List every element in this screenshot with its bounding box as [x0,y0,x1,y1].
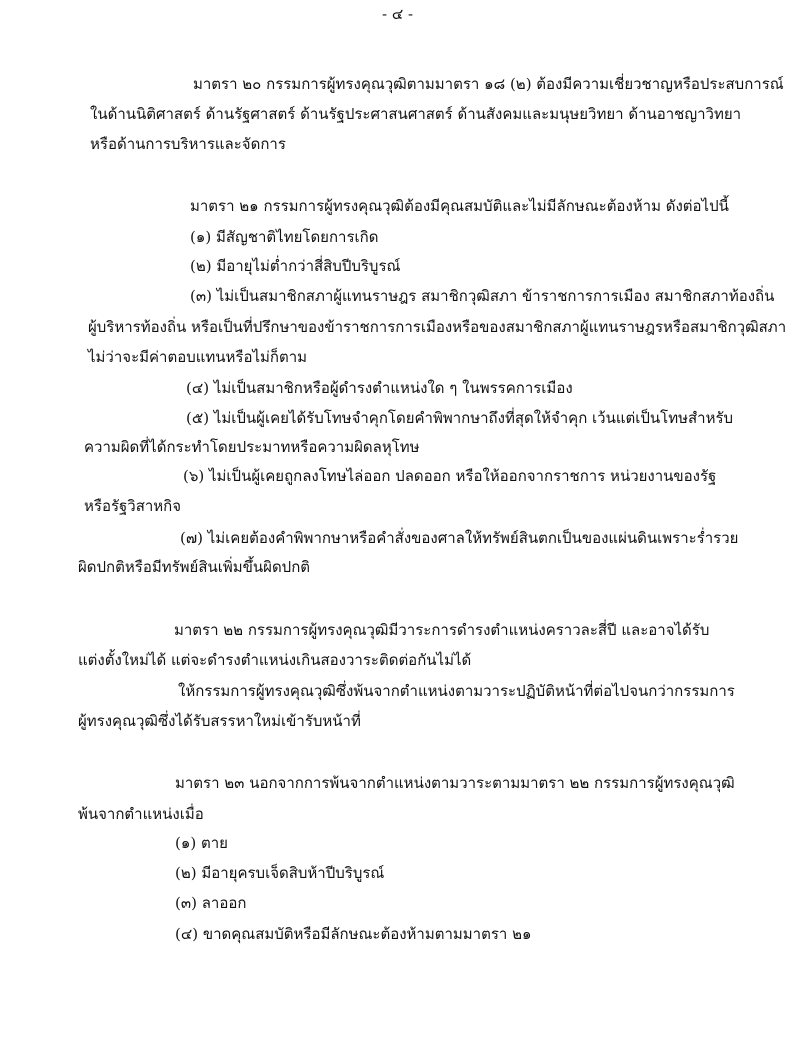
section-23-item-2: (๒) มีอายุครบเจ็ดสิบห้าปีบริบูรณ์ [175,864,385,882]
section-21-item-3-line-3: ไม่ว่าจะมีค่าตอบแทนหรือไม่ก็ตาม [88,348,308,366]
section-21-item-5-line-1: (๕) ไม่เป็นผู้เคยได้รับโทษจำคุกโดยคำพิพากษาถึงที่สุดให้จำคุก เว้นแต่เป็นโทษสำหรับ [186,409,734,427]
section-23-line-1: มาตรา ๒๓ นอกจากการพ้นจากตำแหน่งตามวาระตามมาตรา ๒๒ กรรมการผู้ทรงคุณวุฒิ [175,774,735,792]
section-23-item-3: (๓) ลาออก [175,894,247,912]
section-23-item-1: (๑) ตาย [175,834,228,852]
section-22-line-3: ให้กรรมการผู้ทรงคุณวุฒิซึ่งพ้นจากตำแหน่งตามวาระปฏิบัติหน้าที่ต่อไปจนกว่ากรรมการ [178,682,735,700]
section-21-intro: มาตรา ๒๑ กรรมการผู้ทรงคุณวุฒิต้องมีคุณสมบัติและไม่มีลักษณะต้องห้าม ดังต่อไปนี้ [190,197,729,215]
section-23-line-2: พ้นจากตำแหน่งเมื่อ [78,805,204,823]
section-21-item-7-line-1: (๗) ไม่เคยต้องคำพิพากษาหรือคำสั่งของศาลให้ทรัพย์สินตกเป็นของแผ่นดินเพราะร่ำรวย [180,529,739,547]
section-23-item-4: (๔) ขาดคุณสมบัติหรือมีลักษณะต้องห้ามตามมาตรา ๒๑ [175,925,532,943]
section-20-line-3: หรือด้านการบริหารและจัดการ [90,135,286,153]
section-21-item-3-line-2: ผู้บริหารท้องถิ่น หรือเป็นที่ปรึกษาของข้าราชการการเมืองหรือของสมาชิกสภาผู้แทนราษฎรหรือสมาชิกวุฒิสภา [88,318,787,336]
section-21-item-2: (๒) มีอายุไม่ต่ำกว่าสี่สิบปีบริบูรณ์ [190,257,401,275]
section-21-item-6-line-2: หรือรัฐวิสาหกิจ [84,497,182,515]
section-21-item-3-line-1: (๓) ไม่เป็นสมาชิกสภาผู้แทนราษฎร สมาชิกวุฒิสภา ข้าราชการการเมือง สมาชิกสภาท้องถิ่น [190,287,775,305]
section-22-line-1: มาตรา ๒๒ กรรมการผู้ทรงคุณวุฒิมีวาระการดำรงตำแหน่งคราวละสี่ปี และอาจได้รับ [174,621,710,639]
section-22-line-4: ผู้ทรงคุณวุฒิซึ่งได้รับสรรหาใหม่เข้ารับหน้าที่ [78,712,361,730]
section-21-item-6-line-1: (๖) ไม่เป็นผู้เคยถูกลงโทษไล่ออก ปลดออก หรือให้ออกจากราชการ หน่วยงานของรัฐ [183,467,717,485]
section-21-item-1: (๑) มีสัญชาติไทยโดยการเกิด [190,228,379,246]
section-22-line-2: แต่งตั้งใหม่ได้ แต่จะดำรงตำแหน่งเกินสองวาระติดต่อกันไม่ได้ [78,651,472,669]
section-21-item-7-line-2: ผิดปกติหรือมีทรัพย์สินเพิ่มขึ้นผิดปกติ [78,558,311,576]
section-21-item-4: (๔) ไม่เป็นสมาชิกหรือผู้ดำรงตำแหน่งใด ๆ ในพรรคการเมือง [186,379,573,397]
page-number: - ๔ - [382,5,414,23]
section-20-line-1: มาตรา ๒๐ กรรมการผู้ทรงคุณวุฒิตามมาตรา ๑๘ (๒) ต้องมีความเชี่ยวชาญหรือประสบการณ์ [193,75,784,93]
section-20-line-2: ในด้านนิติศาสตร์ ด้านรัฐศาสตร์ ด้านรัฐประศาสนศาสตร์ ด้านสังคมและมนุษยวิทยา ด้านอาชญาวิทยา [90,105,742,123]
section-21-item-5-line-2: ความผิดที่ได้กระทำโดยประมาทหรือความผิดลหุโทษ [84,438,420,456]
